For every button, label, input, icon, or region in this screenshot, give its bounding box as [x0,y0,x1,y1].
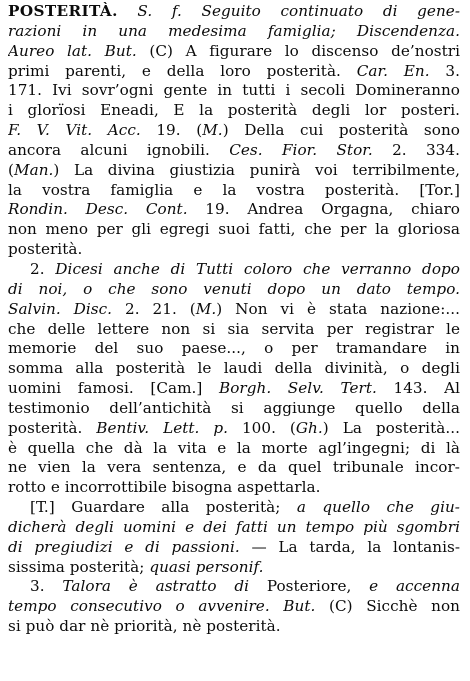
sense-2-line-9: posterità. Bentiv. Lett. p. 100. (Gh.) La posterità... [8,418,460,437]
sense-2-line-11: ne vien la vera sentenza, e da quel tribunale incor- [8,458,460,477]
sense-3-line-1: 3. Talora è astratto di Posteriore, e accenna [30,577,460,596]
note-line-1: [T.] Guardare alla posterità; a quello che giu- [30,498,460,517]
headword: POSTERITÀ. [8,2,118,20]
entry-line-13: posterità. [8,240,83,259]
sense-2-line-3: Salvin. Disc. 2. 21. (M.) Non vi è stata nazione:... [8,299,460,318]
sense-2-line-2: di noi, o che sono venuti dopo un dato tempo. [8,279,460,298]
entry-line-5: 171. Ivi sovr’ogni gente in tutti i secoli Domineranno [8,81,460,100]
entry-line-9: (Man.) La divina giustizia punirà voi terribilmente, [8,160,460,179]
sense-number-2: 2. [30,259,45,278]
sense-2-line-7: uomini famosi. [Cam.] Borgh. Selv. Tert. 143. Al [8,379,460,398]
note-line-3: di pregiudizi e di passioni. — La tarda, la lontanis- [8,537,460,556]
sense-3-line-3: si può dar nè priorità, nè posterità. [8,617,281,636]
sense-2-line-12: rotto e incorrottibile bisogna aspettarla. [8,478,321,497]
sense-2-line-10: è quella che dà la vita e la morte agl’ingegni; di là [8,438,460,457]
sense-2-line-5: memorie del suo paese..., o per tramandare in [8,339,460,358]
entry-line-10: la vostra famiglia e la vostra posterità. [Tor.] [8,180,460,199]
note-line-4: sissima posterità; quasi personif. [8,557,264,576]
entry-line-2: razioni in una medesima famiglia; Discendenza. [8,21,460,40]
grammar-tag: S. f. [137,2,182,20]
sense-2-line-1: 2. Dicesi anche di Tutti coloro che verranno dopo [30,259,460,278]
sense-2-line-6: somma alla posterità le laudi della divinità, o degli [8,359,460,378]
sense-number-3: 3. [30,577,45,596]
sense-3-line-2: tempo consecutivo o avvenire. But. (C) Sicchè non [8,597,460,616]
entry-line-12: non meno per gli egregi suoi fatti, che per la gloriosa [8,220,460,239]
note-line-2: dicherà degli uomini e dei fatti un tempo più sgombri [8,517,460,536]
entry-line-11: Rondin. Desc. Cont. 19. Andrea Orgagna, chiaro [8,200,460,219]
entry-line-7: F. V. Vit. Acc. 19. (M.) Della cui posterità sono [8,121,460,140]
entry-line-1 [8,2,460,22]
entry-line-3: Aureo lat. But. (C) A figurare lo discenso de’nostri [8,41,460,60]
entry-line-4: primi parenti, e della loro posterità. Car. En. 3. [8,61,460,80]
entry-line-8: ancora alcuni ignobili. Ces. Fior. Stor. 2. 334. [8,140,460,159]
sense-2-line-4: che delle lettere non si sia servita per registrar le [8,319,460,338]
definition-1-start: Seguito continuato di gene- [201,2,460,20]
sense-2-line-8: testimonio dell’antichità si aggiunge quello della [8,398,460,417]
entry-line-6: i glorïosi Eneadi, E la posterità degli lor posteri. [8,101,460,120]
